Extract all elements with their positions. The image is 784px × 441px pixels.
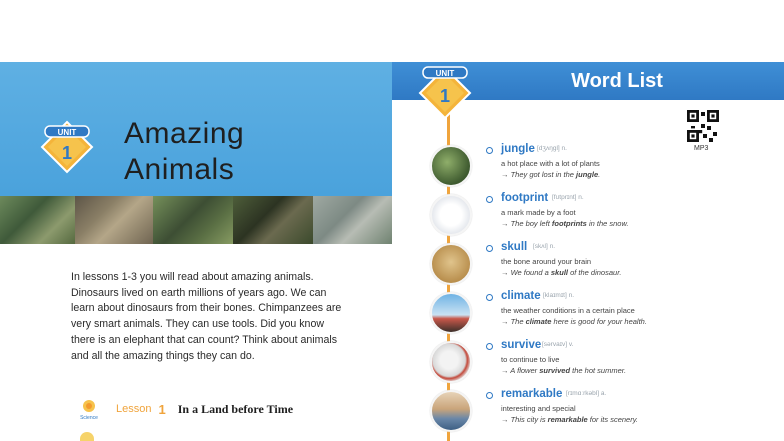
example-word: survived bbox=[539, 366, 571, 375]
elephants-photo bbox=[313, 196, 392, 244]
example-prefix: → They got lost in the bbox=[501, 170, 577, 179]
word-entry bbox=[430, 241, 760, 289]
entry-definition: to continue to live bbox=[501, 355, 560, 364]
entry-phonetic: [klaɪmɪt] n. bbox=[543, 292, 574, 299]
entry-bullet bbox=[486, 245, 493, 252]
example-suffix: the hot summer. bbox=[570, 366, 627, 375]
chimpanzees-photo bbox=[153, 196, 233, 244]
entry-example bbox=[501, 219, 629, 228]
science-icon bbox=[78, 398, 100, 420]
entry-definition: the bone around your brain bbox=[501, 257, 592, 266]
unit-badge-number: 1 bbox=[61, 143, 73, 163]
entry-definition: a hot place with a lot of plants bbox=[501, 159, 600, 168]
skull-thumbnail bbox=[430, 243, 472, 285]
entry-word: remarkable bbox=[501, 388, 563, 400]
entry-bullet bbox=[486, 294, 493, 301]
entry-phonetic: [dʒʌŋɡl] n. bbox=[537, 145, 567, 152]
entry-phonetic: [fʊtprɪnt] n. bbox=[552, 194, 584, 201]
example-word: climate bbox=[525, 317, 552, 326]
dinosaur-skeleton-photo bbox=[75, 196, 153, 244]
entry-definition: interesting and special bbox=[501, 404, 576, 413]
entry-word: skull bbox=[501, 241, 528, 253]
entry-phonetic: [rɪmɑːrkəbl] a. bbox=[566, 390, 607, 397]
word-entry bbox=[430, 143, 760, 191]
unit-badge bbox=[38, 116, 96, 174]
lesson-label: Lesson bbox=[116, 403, 152, 415]
word-entry bbox=[430, 388, 760, 436]
example-word: jungle bbox=[576, 170, 599, 179]
entry-example bbox=[501, 317, 647, 326]
example-prefix: → We found a bbox=[501, 268, 551, 277]
lesson-1-row[interactable] bbox=[78, 398, 293, 420]
word-list-unit-badge-label: UNIT bbox=[435, 69, 455, 78]
word-entry bbox=[430, 339, 760, 387]
entry-example bbox=[501, 268, 622, 277]
footprint-thumbnail bbox=[430, 194, 472, 236]
entry-bullet bbox=[486, 196, 493, 203]
word-entry bbox=[430, 290, 760, 338]
mp3-label: MP3 bbox=[694, 145, 709, 152]
entry-phonetic: [sərvaɪv] v. bbox=[542, 341, 574, 348]
word-list-unit-badge-number: 1 bbox=[439, 86, 451, 106]
example-suffix: in the snow. bbox=[586, 219, 629, 228]
example-word: skull bbox=[550, 268, 568, 277]
entry-example bbox=[501, 170, 600, 179]
example-suffix: of the dinosaur. bbox=[567, 268, 622, 277]
example-word: remarkable bbox=[547, 415, 588, 424]
unit-title-line1: Amazing bbox=[124, 117, 245, 150]
entry-example bbox=[501, 366, 626, 375]
example-suffix: for its scenery. bbox=[587, 415, 638, 424]
chimpanzee-tool-photo bbox=[233, 196, 313, 244]
remarkable-thumbnail bbox=[430, 390, 472, 432]
example-word: footprints bbox=[551, 219, 587, 228]
qr-code-icon[interactable] bbox=[687, 110, 719, 142]
lesson-subject: Science bbox=[80, 415, 98, 420]
entry-bullet bbox=[486, 343, 493, 350]
unit-badge-label: UNIT bbox=[57, 128, 77, 137]
entry-phonetic: [skʌl] n. bbox=[533, 243, 556, 250]
jungle-thumbnail bbox=[430, 145, 472, 187]
entry-definition: the weather conditions in a certain place bbox=[501, 306, 635, 315]
dinosaur-photo bbox=[0, 196, 75, 244]
example-prefix: → The bbox=[501, 317, 526, 326]
entry-definition: a mark made by a foot bbox=[501, 208, 576, 217]
word-entry bbox=[430, 192, 760, 240]
entry-bullet bbox=[486, 147, 493, 154]
entry-word: jungle bbox=[501, 143, 535, 155]
animal-photo-strip bbox=[0, 196, 392, 244]
entry-bullet bbox=[486, 392, 493, 399]
example-prefix: → A flower bbox=[501, 366, 540, 375]
entry-word: survive bbox=[501, 339, 542, 351]
unit-intro-text: In lessons 1-3 you will read about amazing animals. Dinosaurs lived on earth millions of years ago. We can learn about dinosaurs from their bones. Chimpanzees are very smart animals. They can use tools. Did you know there is an elephant that can count? Think about animals and all the amazing things they can do. bbox=[71, 271, 342, 362]
entry-example bbox=[501, 415, 638, 424]
next-lesson-icon bbox=[80, 432, 94, 441]
unit-title-line2: Animals bbox=[124, 153, 235, 186]
example-prefix: → The boy left bbox=[501, 219, 552, 228]
climate-thumbnail bbox=[430, 292, 472, 334]
example-suffix: here is good for your health. bbox=[551, 317, 647, 326]
lesson-title: In a Land before Time bbox=[177, 401, 294, 416]
lesson-number: 1 bbox=[158, 401, 166, 417]
word-list-unit-badge bbox=[416, 62, 474, 120]
word-list-title: Word List bbox=[571, 70, 663, 92]
example-prefix: → This city is bbox=[501, 415, 548, 424]
example-suffix: . bbox=[598, 170, 601, 179]
survive-thumbnail bbox=[430, 341, 472, 383]
entry-word: footprint bbox=[501, 192, 549, 204]
entry-word: climate bbox=[501, 290, 541, 302]
